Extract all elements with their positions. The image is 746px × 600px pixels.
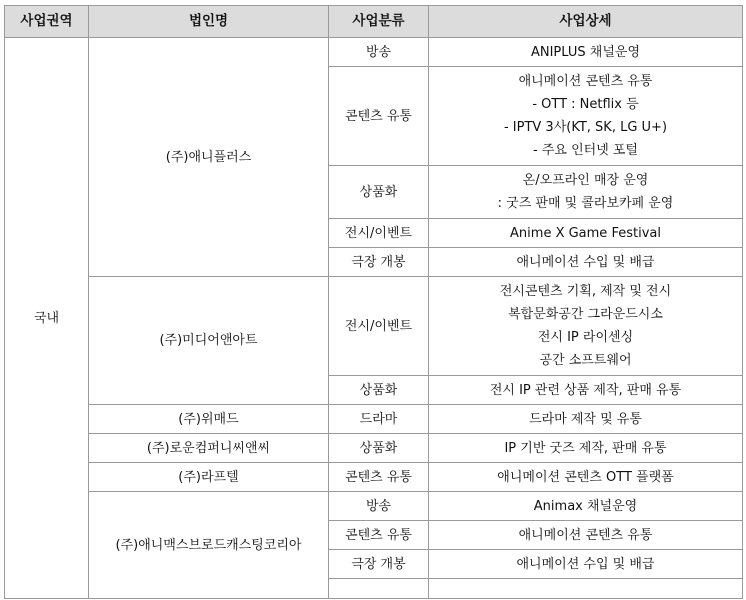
table-row [5, 492, 743, 521]
category-cell: 전시/이벤트 [329, 219, 429, 248]
category-cell: 방송 [329, 38, 429, 67]
category-cell: 극장 개봉 [329, 550, 429, 579]
detail-line: - 주요 인터넷 포털 [533, 143, 638, 158]
detail-cell [429, 405, 743, 434]
category-cell: 방송 [329, 492, 429, 521]
company-cell: (주)위매드 [89, 405, 329, 434]
detail-line: 전시 IP 라이센싱 [537, 330, 634, 345]
header-corp: 법인명 [89, 6, 329, 38]
category-cell: 콘텐츠 유통 [329, 463, 429, 492]
detail-line: - OTT : Netflix 등 [532, 97, 639, 112]
detail-line: 복합문화공간 그라운드시소 [508, 307, 663, 322]
business-table [4, 5, 743, 599]
category-cell: 상품화 [329, 166, 429, 219]
table-row [5, 277, 743, 376]
detail-line: 공간 소프트웨어 [539, 353, 632, 368]
category-cell: 상품화 [329, 434, 429, 463]
detail-line: Anime X Game Festival [510, 225, 661, 241]
category-cell: 콘텐츠 유통 [329, 521, 429, 550]
company-cell: (주)애니플러스 [89, 38, 329, 277]
category-cell: 전시/이벤트 [329, 277, 429, 376]
detail-cell [429, 38, 743, 67]
table-row [5, 38, 743, 67]
detail-line: 애니메이션 콘텐츠 유통 [518, 527, 653, 543]
detail-cell [429, 67, 743, 166]
detail-line: 애니메이션 콘텐츠 유통 [518, 74, 653, 89]
detail-line: 애니메이션 콘텐츠 OTT 플랫폼 [497, 469, 674, 485]
detail-line: 드라마 제작 및 유통 [529, 411, 642, 427]
company-cell [329, 579, 429, 599]
category-cell: 극장 개봉 [329, 248, 429, 277]
detail-cell [429, 166, 743, 219]
header-detail: 사업상세 [429, 6, 743, 38]
detail-cell [429, 521, 743, 550]
company-cell: (주)로운컴퍼니씨앤씨 [89, 434, 329, 463]
company-cell: (주)애니맥스브로드캐스팅코리아 [89, 492, 329, 599]
company-cell: (주)미디어앤아트 [89, 277, 329, 405]
detail-line: 전시 IP 관련 상품 제작, 판매 유통 [489, 382, 682, 398]
detail-cell [429, 492, 743, 521]
detail-cell [429, 248, 743, 277]
detail-cell [429, 376, 743, 405]
detail-cell [429, 463, 743, 492]
header-category: 사업분류 [329, 6, 429, 38]
header-region: 사업권역 [5, 6, 89, 38]
table-row [5, 463, 743, 492]
category-cell: 상품화 [329, 376, 429, 405]
detail-line: 애니메이션 수입 및 배급 [516, 254, 655, 270]
header-row [5, 6, 743, 38]
category-cell: 드라마 [329, 405, 429, 434]
detail-cell [429, 277, 743, 376]
detail-line: 온/오프라인 매장 운영 [522, 173, 649, 188]
region-cell: 국내 [5, 38, 89, 599]
category-cell [429, 579, 743, 599]
category-cell: 콘텐츠 유통 [329, 67, 429, 166]
detail-cell [429, 550, 743, 579]
detail-line: : 굿즈 판매 및 콜라보카페 운영 [497, 196, 674, 211]
detail-line: 애니메이션 수입 및 배급 [516, 556, 655, 572]
detail-cell [429, 434, 743, 463]
detail-line: 전시콘텐츠 기획, 제작 및 전시 [499, 284, 672, 299]
detail-line: ANIPLUS 채널운영 [530, 44, 641, 60]
detail-line: IP 기반 굿즈 제작, 판매 유통 [504, 440, 667, 456]
company-cell: (주)라프텔 [89, 463, 329, 492]
table-row [5, 434, 743, 463]
table-row [5, 405, 743, 434]
detail-cell [429, 219, 743, 248]
detail-line: Animax 채널운영 [533, 498, 638, 514]
detail-line: - IPTV 3사(KT, SK, LG U+) [503, 120, 668, 135]
